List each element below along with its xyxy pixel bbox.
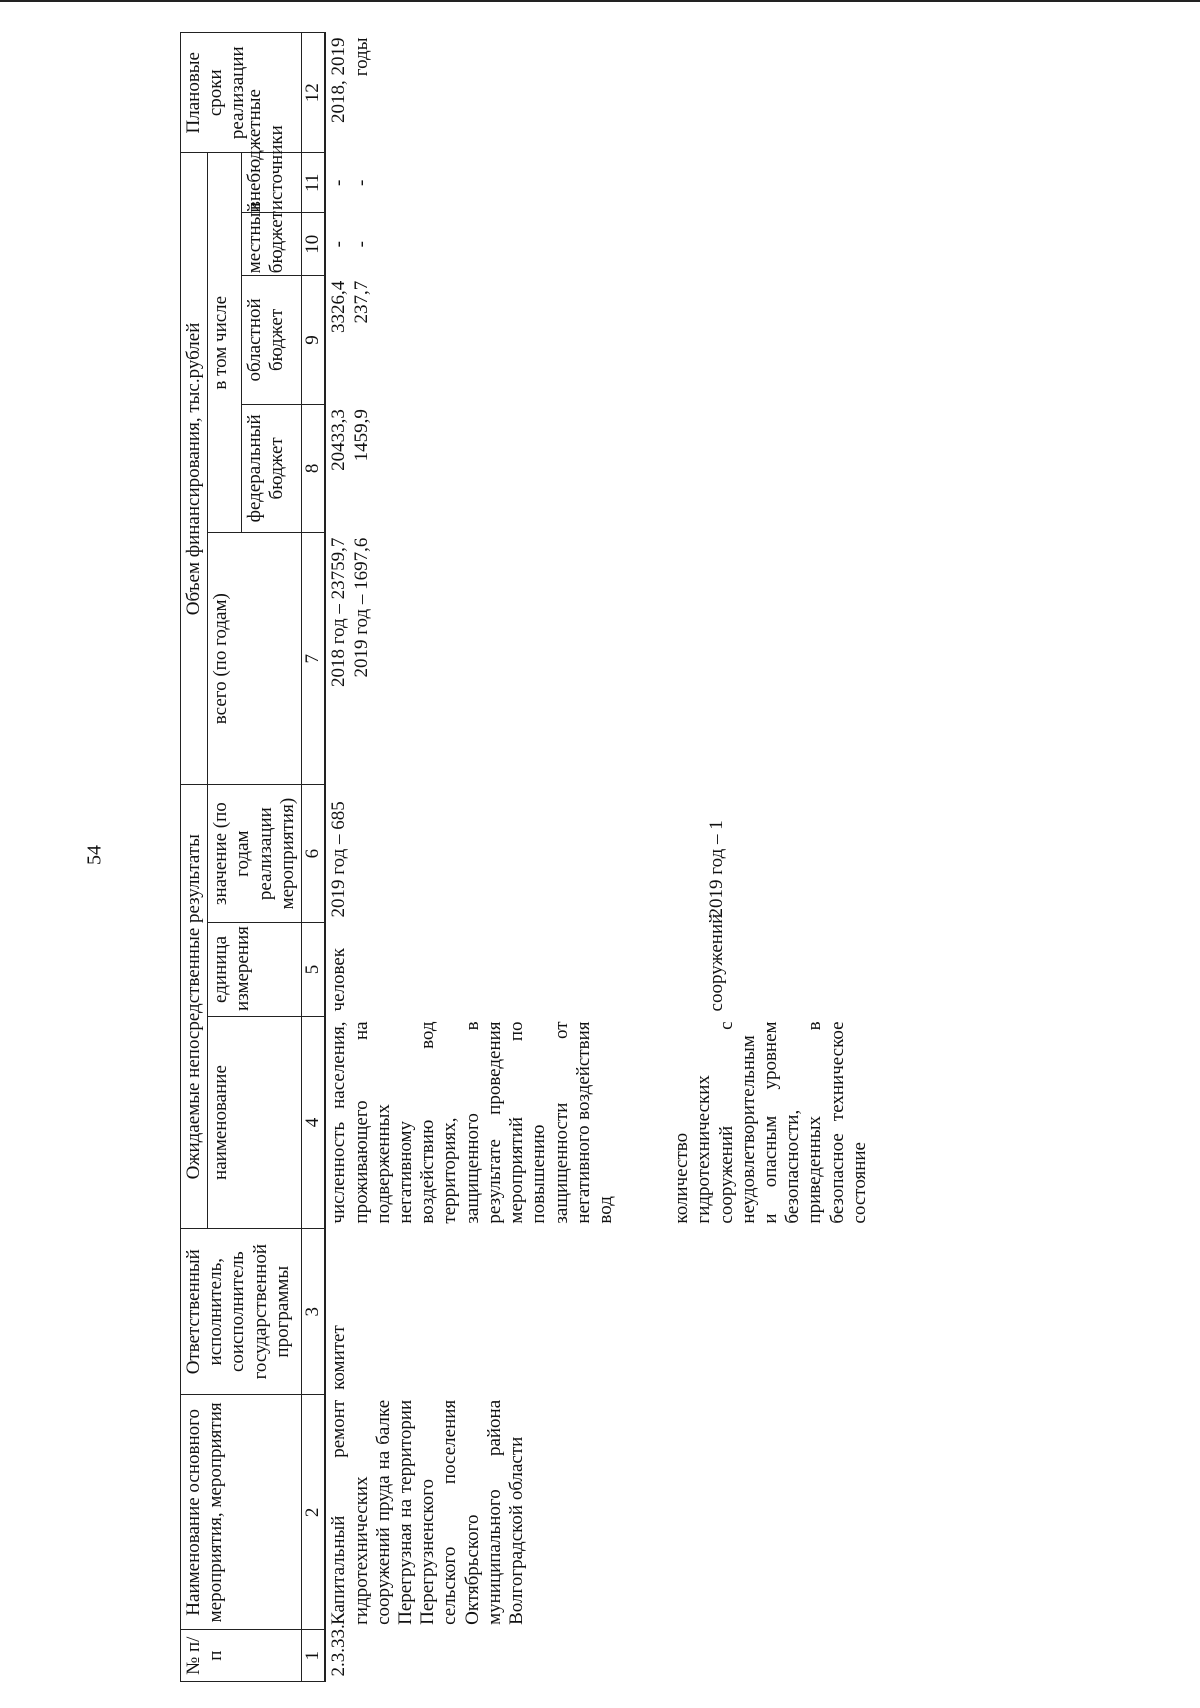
row-funding-federal: [325, 404, 873, 532]
column-number: 2: [302, 1395, 326, 1630]
header-number: № п/п: [181, 1630, 302, 1682]
header-expected-results: Ожидаемые непосредственные результаты: [181, 785, 208, 1229]
federal-2018: 20433,3: [328, 409, 350, 471]
rotated-table-sheet: [180, 32, 1180, 1682]
row-results-names: [325, 1016, 873, 1228]
header-funding-federal: федеральный бюджет: [241, 404, 302, 532]
table-header: [181, 33, 326, 1682]
column-number: 5: [302, 922, 326, 1016]
column-number: 8: [302, 404, 326, 532]
row-measure-name: Капитальный ремонт гидротехнических сооружений пруда на балке Перегрузная на территории Перегрузненского сельского поселения Октябрьского муниципального района Волгоградской области: [325, 1395, 873, 1630]
result-unit: человек: [328, 947, 350, 1012]
header-result-value: значение (по годам реализации мероприятия): [208, 785, 302, 923]
column-number: 9: [302, 276, 326, 404]
row-results-units: [325, 913, 873, 1016]
table-row: [325, 33, 873, 1682]
row-deadline: 2018, 2019 годы: [325, 33, 873, 153]
header-result-name: наименование: [208, 1016, 302, 1228]
row-results-values: [325, 785, 873, 923]
result-name: количество гидротехнических сооружений с неудовлетворительным и опасным уровнем безопасности, приведенных в безопасное техническое состояние: [671, 1021, 870, 1224]
result-name: численность населения, проживающего на подверженных негативному воздействию вод территориях, защищенного в результате проведения мероприятий по повышению защищенности от негативного воздействия вод: [328, 1021, 616, 1224]
result-value: 2019 год – 685: [328, 801, 350, 918]
page-number: 54: [83, 845, 106, 865]
measures-table: [180, 32, 873, 1682]
local-2019: -: [350, 241, 372, 248]
header-result-unit: единица измерения: [208, 922, 302, 1016]
header-funding-local: местный бюджет: [241, 213, 302, 276]
column-number: 12: [302, 33, 326, 153]
extra-2018: -: [328, 179, 350, 186]
header-funding-regional: областной бюджет: [241, 276, 302, 404]
federal-2019: 1459,9: [350, 409, 372, 462]
row-number: 2.3.33.: [325, 1630, 873, 1682]
header-funding-total: всего (по годам): [208, 533, 302, 785]
regional-2018: 3326,4: [328, 280, 350, 333]
result-unit: сооружений: [705, 913, 727, 1012]
local-2018: -: [328, 241, 350, 248]
column-number: 4: [302, 1016, 326, 1228]
header-measure-name: Наименование основного мероприятия, мероприятия: [181, 1395, 302, 1630]
column-number: 7: [302, 533, 326, 785]
row-funding-regional: [325, 276, 873, 404]
total-2019: 2019 год – 1697,6: [350, 537, 372, 678]
regional-2019: 237,7: [350, 280, 372, 324]
header-funding: Объем финансирования, тыс.рублей: [181, 153, 208, 785]
header-deadlines: Плановые сроки реализации: [181, 33, 302, 153]
column-number: 10: [302, 213, 326, 276]
column-number: 1: [302, 1630, 326, 1682]
column-number: 3: [302, 1229, 326, 1395]
column-numbers-row: [302, 33, 326, 1682]
row-funding-extra: [325, 153, 873, 213]
column-number: 11: [302, 153, 326, 213]
row-funding-total: [325, 533, 873, 785]
result-value: 2019 год – 1: [705, 820, 727, 918]
row-funding-local: [325, 213, 873, 276]
row-executor: комитет: [325, 1229, 873, 1395]
total-2018: 2018 год – 23759,7: [328, 537, 350, 688]
header-funding-including: в том числе: [208, 153, 241, 533]
extra-2019: -: [350, 179, 372, 186]
header-funding-extra: внебюджетные источники: [241, 153, 302, 213]
column-number: 6: [302, 785, 326, 923]
header-executor: Ответственный исполнитель, соисполнитель государственной программы: [181, 1229, 302, 1395]
